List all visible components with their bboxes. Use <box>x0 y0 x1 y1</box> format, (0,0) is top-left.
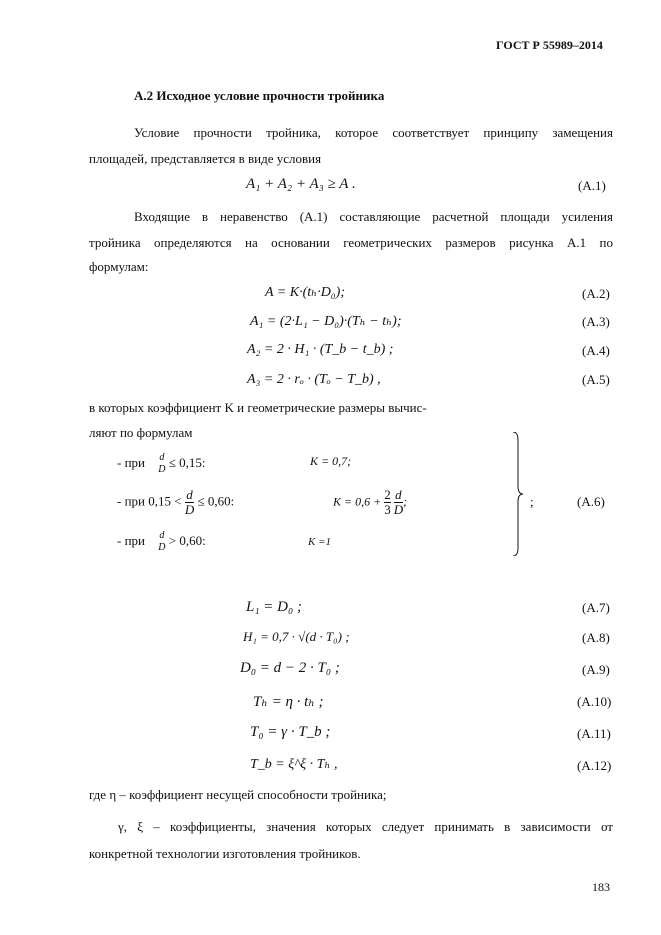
para4-line1: где η – коэффициент несущей способности тройника; <box>89 787 387 802</box>
para3-line2: ляют по формулам <box>89 425 193 440</box>
fraction-d-over-D: d D <box>158 452 166 475</box>
fraction-d-over-D-2: $\frac{d}{D}$ <box>184 487 195 517</box>
para5-line1: γ, ξ – коэффициенты, значения которых следует принимать в зависимости от <box>118 819 613 834</box>
equation-a11: T₀ = γ · T_b ; <box>250 724 331 740</box>
equation-a4-number: (А.4) <box>582 343 610 358</box>
condition-row-3-cond: > 0,60: <box>168 532 206 548</box>
equation-a3: A₁ = (2·L₁ − D₀)·(Tₕ − tₕ); <box>250 314 402 329</box>
equation-a2: A = K·(tₕ·D₀); <box>265 285 345 300</box>
conditions-separator: ; <box>530 494 534 509</box>
equation-a12: T_b = ξ^ξ · Tₕ , <box>250 757 338 772</box>
equation-a2-number: (А.2) <box>582 286 610 301</box>
equation-a5: A₃ = 2 · rₒ · (Tₒ − T_b) , <box>247 372 381 387</box>
para5-line2: конкретной технологии изготовления тройников. <box>89 846 361 861</box>
condition-row-1 <box>117 452 205 476</box>
equation-a7-number: (А.7) <box>582 600 610 615</box>
para2-line3: формулам: <box>89 259 149 274</box>
equation-a7: L₁ = D₀ ; <box>246 599 302 615</box>
equation-a12-number: (А.12) <box>577 758 612 773</box>
para1-line1: Условие прочности тройника, которое соответствует принципу замещения <box>134 125 613 140</box>
equation-a4: A₂ = 2 · H₁ · (T_b − t_b) ; <box>247 342 394 357</box>
condition-row-1-prefix: - при <box>117 454 145 470</box>
equation-a11-number: (А.11) <box>577 726 611 741</box>
equation-a9-number: (А.9) <box>582 662 610 677</box>
condition-row-2-cond: ≤ 0,60: <box>197 493 235 509</box>
condition-row-2-prefix: - при 0,15 < <box>117 493 182 509</box>
section-title: А.2 Исходное условие прочности тройника <box>134 88 385 103</box>
equation-a1: A₁ + A₂ + A₃ ≥ A . <box>246 176 356 192</box>
equation-a9: D₀ = d − 2 · T₀ ; <box>240 660 340 676</box>
equation-a3-number: (А.3) <box>582 314 610 329</box>
equation-a5-number: (А.5) <box>582 372 610 387</box>
condition-row-1-value: K = 0,7; <box>310 454 352 468</box>
condition-row-2-value: K = 0,6 + $\frac{2}{3}$ $\frac{d}{D}$ ; <box>333 487 408 517</box>
equation-a6-number: (А.6) <box>577 494 605 509</box>
para2-line2: тройника определяются на основании геометрических размеров рисунка А.1 по <box>89 235 613 250</box>
equation-a10-number: (А.10) <box>577 694 612 709</box>
para2-line1: Входящие в неравенство (А.1) составляющие расчетной площади усиления <box>134 209 613 224</box>
page-number: 183 <box>592 880 610 894</box>
equation-a8-number: (А.8) <box>582 630 610 645</box>
condition-row-2 <box>117 488 234 517</box>
fraction-2-over-3: $\frac{2}{3}$ <box>384 487 391 517</box>
condition-row-3-value: K =1 <box>308 536 332 548</box>
right-brace <box>512 432 524 556</box>
para1-line2: площадей, представляется в виде условия <box>89 151 322 166</box>
equation-a1-number: (А.1) <box>578 178 606 193</box>
para3-line1: в которых коэффициент K и геометрические размеры вычис- <box>89 400 427 415</box>
equation-a10: Tₕ = η · tₕ ; <box>253 694 324 710</box>
equation-a8: H₁ = 0,7 · √(d · T₀) ; <box>243 629 350 644</box>
document-header: ГОСТ Р 55989–2014 <box>496 38 603 52</box>
fraction-d-over-D-3: $\frac{d}{D}$ <box>393 487 404 517</box>
condition-row-3 <box>117 530 206 554</box>
fraction-d-over-D-4: d D <box>158 530 166 553</box>
condition-row-1-cond: ≤ 0,15: <box>168 454 206 470</box>
condition-row-3-prefix: - при <box>117 532 145 548</box>
